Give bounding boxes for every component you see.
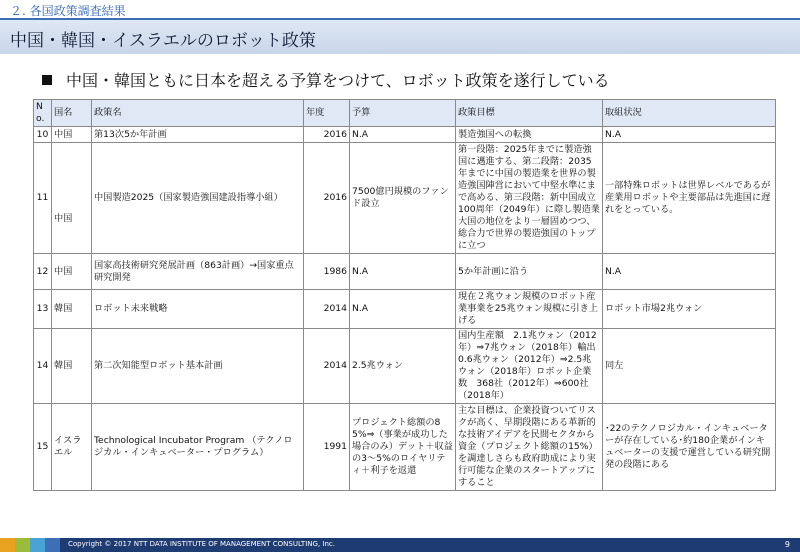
- cell-no: 10: [34, 127, 52, 143]
- cell-no: 15: [34, 404, 52, 491]
- cell-policy: 国家高技術研究発展計画（863計画）→国家重点研究開発: [92, 254, 304, 290]
- subtitle: [42, 68, 610, 91]
- footer-color-stripes: [0, 538, 60, 552]
- cell-year: 2016: [304, 143, 350, 254]
- table-header-row: [34, 100, 776, 127]
- cell-status: ロボット市場2兆ウォン: [603, 290, 776, 329]
- cell-budget: N.A: [350, 127, 456, 143]
- cell-status: N.A: [603, 127, 776, 143]
- cell-year: 2014: [304, 290, 350, 329]
- cell-policy: 第13次5か年計画: [92, 127, 304, 143]
- cell-country: 韓国: [52, 329, 92, 404]
- cell-year: 1991: [304, 404, 350, 491]
- stripe-orange: [0, 538, 15, 552]
- stripe-blue: [45, 538, 60, 552]
- cell-budget: N.A: [350, 254, 456, 290]
- cell-country: イスラエル: [52, 404, 92, 491]
- page-number: 9: [784, 540, 790, 549]
- stripe-cyan: [30, 538, 45, 552]
- cell-status: 同左: [603, 329, 776, 404]
- cell-status: 一部特殊ロボットは世界レベルであるが産業用ロボットや主要部品は先進国に遅れをとっている。: [603, 143, 776, 254]
- cell-goal: 現在２兆ウォン規模のロボット産業事業を25兆ウォン規模に引き上げる: [456, 290, 603, 329]
- cell-no: 13: [34, 290, 52, 329]
- cell-year: 2016: [304, 127, 350, 143]
- table-row: [34, 329, 776, 404]
- cell-country: 韓国: [52, 290, 92, 329]
- header-year: 年度: [304, 100, 350, 127]
- cell-year: 2014: [304, 329, 350, 404]
- header-country: 国名: [52, 100, 92, 127]
- table-row: [34, 254, 776, 290]
- header-status: 取組状況: [603, 100, 776, 127]
- header-no: No.: [34, 100, 52, 127]
- cell-country: 中国: [52, 254, 92, 290]
- cell-goal: 国内生産額 2.1兆ウォン（2012年）⇒7兆ウォン（2018年）輸出 0.6兆ウォン（2012年）⇒2.5兆ウォン（2018年）ロボット企業数 368社（2012年）⇒600社（2018年）: [456, 329, 603, 404]
- cell-budget: N.A: [350, 290, 456, 329]
- footer-bar: [0, 538, 800, 552]
- copyright-text: Copyright © 2017 NTT DATA INSTITUTE OF MANAGEMENT CONSULTING, Inc.: [68, 540, 335, 548]
- table-row: [34, 143, 776, 254]
- cell-no: 14: [34, 329, 52, 404]
- cell-budget: プロジェクト総額の85%⇒（事業が成功した場合のみ）デット＋収益の3～5%のロイヤリティ＋利子を返還: [350, 404, 456, 491]
- cell-goal: 主な目標は、企業投資ついてリスクが高く、早期段階にある革新的な技術アイデアを民間セクタから資金（プロジェクト総額の15%）を調達しさらも政府助成により実行可能な企業のスタートアップにすること: [456, 404, 603, 491]
- header-goal: 政策目標: [456, 100, 603, 127]
- cell-goal: 製造強国への転換: [456, 127, 603, 143]
- cell-status: N.A: [603, 254, 776, 290]
- cell-country: 中国: [52, 143, 92, 254]
- cell-no: 11: [34, 143, 52, 254]
- cell-policy: ロボット未来戦略: [92, 290, 304, 329]
- header-policy: 政策名: [92, 100, 304, 127]
- policy-table: [33, 99, 776, 491]
- cell-budget: 7500億円規模のファンド設立: [350, 143, 456, 254]
- table-row: [34, 290, 776, 329]
- cell-policy: Technological Incubator Program （テクノロジカル・インキュベーター・プログラム）: [92, 404, 304, 491]
- cell-status: ･22のテクノロジカル・インキュベーターが存在している･約180企業がインキュベーターの支援で運営している研究開発の段階にある: [603, 404, 776, 491]
- square-bullet-icon: [42, 75, 52, 85]
- title-bar: [0, 18, 800, 54]
- cell-budget: 2.5兆ウォン: [350, 329, 456, 404]
- table-row: [34, 127, 776, 143]
- slide-title: 中国・韓国・イスラエルのロボット政策: [10, 31, 316, 51]
- stripe-green: [15, 538, 30, 552]
- cell-year: 1986: [304, 254, 350, 290]
- cell-goal: 第一段階：2025年までに製造強国に邁進する、第二段階：2035年までに中国の製造業を世界の製造強国陣営において中堅水準にまで高める、第三段階：新中国成立100周年（2049年）に際し製造業大国の地位をより一層固めつつ、総合力で世界の製造強国のトップに立つ: [456, 143, 603, 254]
- subtitle-text: 中国・韓国ともに日本を超える予算をつけて、ロボット政策を遂行している: [66, 71, 610, 90]
- table-row: [34, 404, 776, 491]
- cell-country: 中国: [52, 127, 92, 143]
- cell-policy: 中国製造2025（国家製造強国建設指導小組）: [92, 143, 304, 254]
- header-budget: 予算: [350, 100, 456, 127]
- section-label: ２. 各国政策調査結果: [10, 4, 126, 18]
- cell-goal: 5か年計画に沿う: [456, 254, 603, 290]
- cell-no: 12: [34, 254, 52, 290]
- cell-policy: 第二次知能型ロボット基本計画: [92, 329, 304, 404]
